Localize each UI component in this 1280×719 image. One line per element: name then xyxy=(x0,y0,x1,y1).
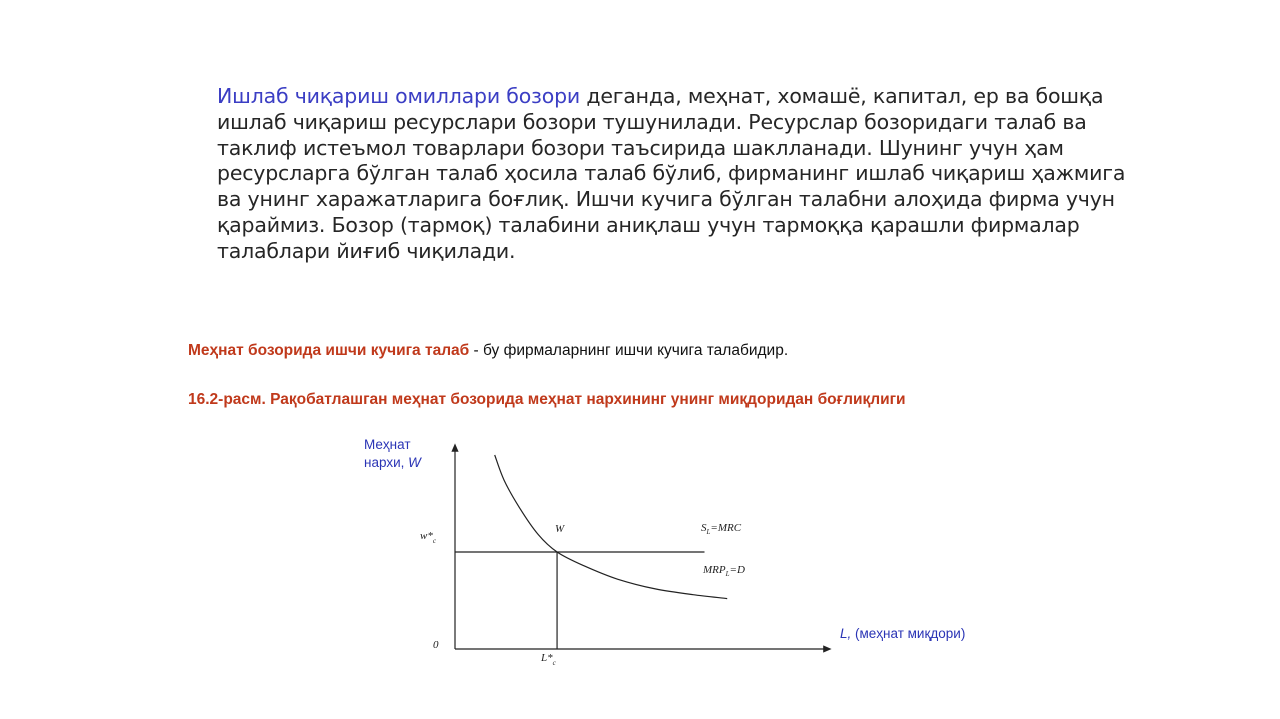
supply-curve-label: $S_L=MRC$ xyxy=(701,522,742,536)
demand-curve xyxy=(495,455,728,599)
paragraph-line: ишлаб чиқариш ресурслари бозори тушунилади. Ресурслар бозоридаги талаб ва xyxy=(217,109,1087,134)
origin-label: 0 xyxy=(433,639,439,651)
definition-text: - бу фирмаларнинг ишчи кучига талабидир. xyxy=(469,342,789,359)
x-axis-var: L, xyxy=(840,626,852,641)
y-axis-label-line1: Меҳнат xyxy=(364,437,411,452)
definition-term: Меҳнат бозорида ишчи кучига талаб xyxy=(188,342,470,359)
paragraph-line: таклиф истеъмол товарлари бозори таъсирида шаклланади. Шунинг учун ҳам xyxy=(217,135,1064,160)
x-axis-label-text: (меҳнат миқдори) xyxy=(851,626,966,641)
equilibrium-label: W xyxy=(555,523,565,535)
paragraph-line: ресурсларга бўлган талаб ҳосила талаб бўлиб, фирманинг ишлаб чиқариш ҳажмига xyxy=(217,161,1126,186)
paragraph-line: ва унинг харажатларига боғлиқ. Ишчи кучига бўлган талабни алоҳида фирма учун xyxy=(217,187,1115,212)
paragraph-line: талаблари йиғиб чиқилади. xyxy=(217,238,516,263)
l-star-label: $L*_c$ xyxy=(541,652,556,667)
series-layer xyxy=(455,455,727,649)
highlighted-term: Ишлаб чиқариш омиллари бозори xyxy=(217,84,581,108)
y-axis-var: W xyxy=(408,455,421,470)
w-star-label: $w*_c$ xyxy=(420,530,436,545)
paragraph-line: қараймиз. Бозор (тармоқ) талабини аниқлаш учун тармоққа қарашли фирмалар xyxy=(217,212,1080,237)
y-axis-label-text: нархи, xyxy=(364,455,405,470)
paragraph-line-1-rest: деганда, меҳнат, хомашё, капитал, ер ва бошқа xyxy=(580,84,1104,108)
demand-curve-label: $MRP_L=D$ xyxy=(703,564,745,578)
figure-caption: 16.2-расм. Рақобатлашган меҳнат бозорида меҳнат нархининг унинг миқдоридан боғлиқлиги xyxy=(188,391,906,408)
